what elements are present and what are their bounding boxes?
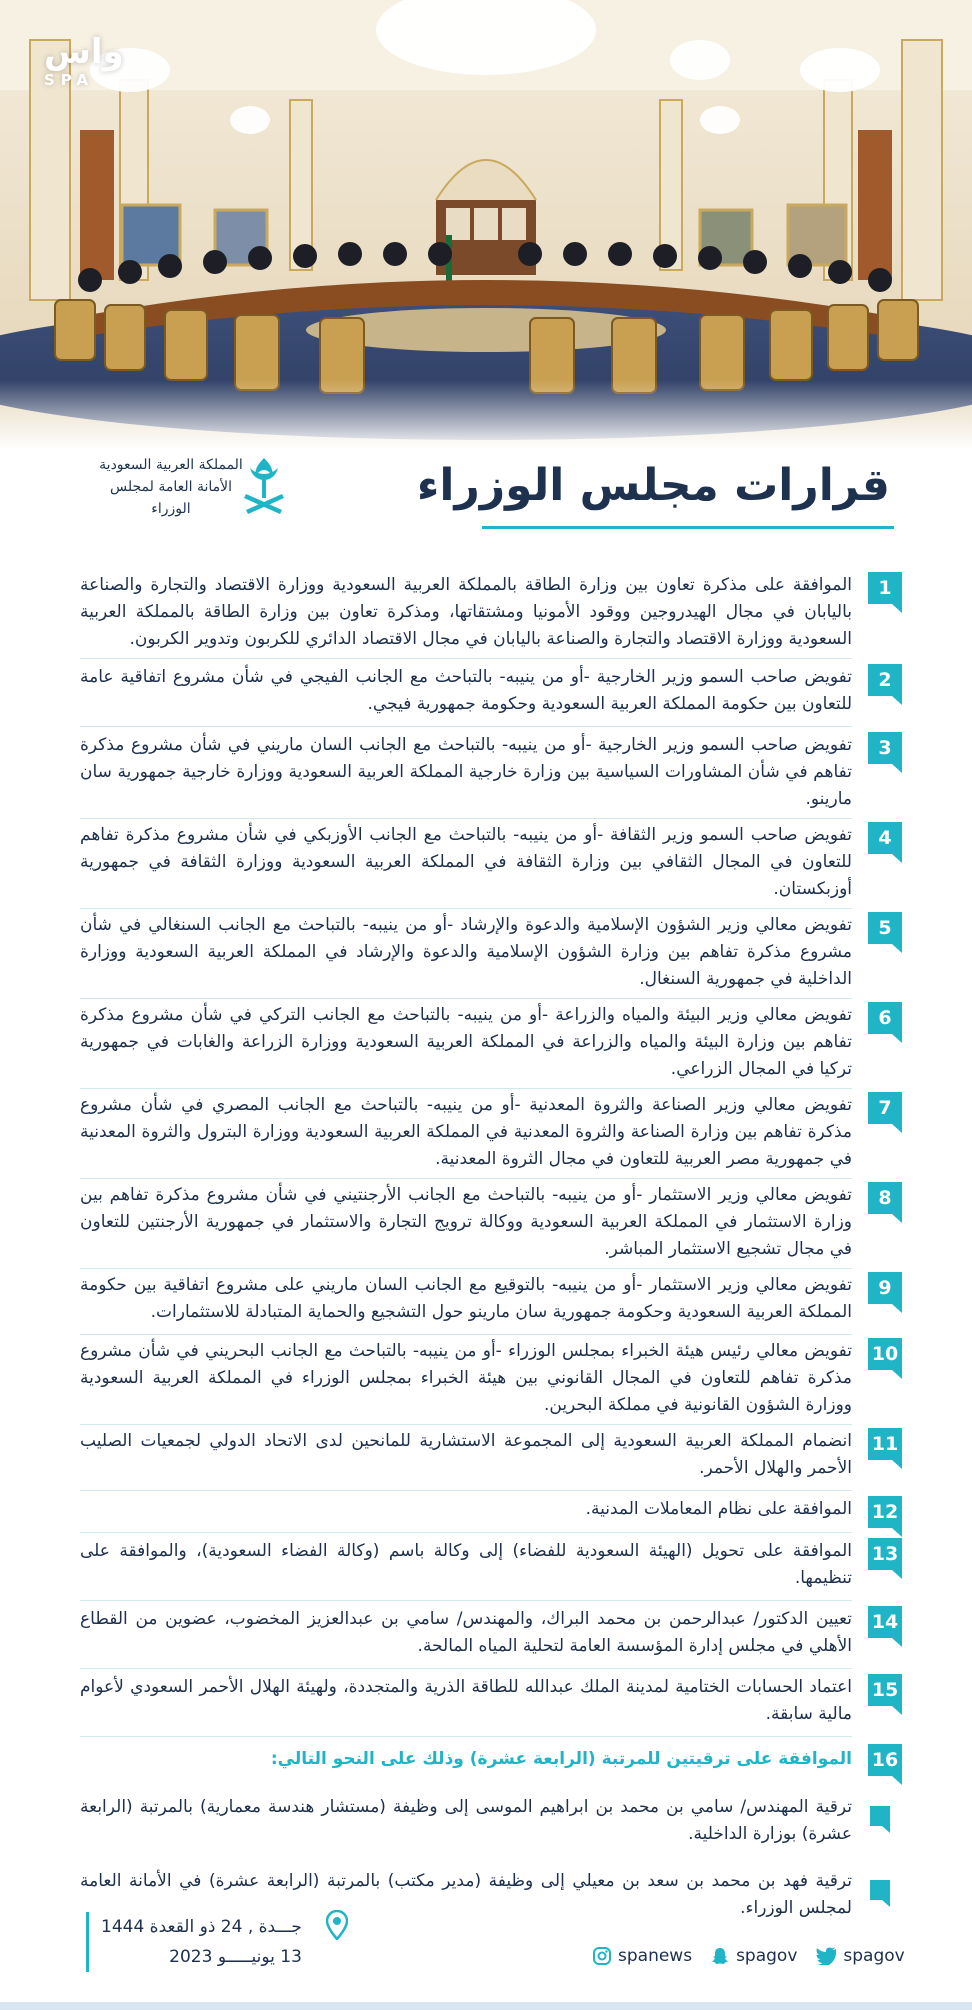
item-text: الموافقة على مذكرة تعاون بين وزارة الطاقة بالمملكة العربية السعودية ووزارة الاقتصاد والتجارة والصناعة باليابان في مجال الهيدروجين ووقود الأمونيا ومشتقاتها، ومذكرة تعاون بين وزارة الطاقة بالمملكة العربية السعودية ووزارة الاقتصاد والتجارة والصناعة باليابان في مجال الاقتصاد الدائري للكربون وتدوير الكربون. bbox=[80, 575, 852, 649]
promotion-subitem bbox=[80, 1794, 902, 1850]
item-separator bbox=[80, 1088, 852, 1089]
decision-item bbox=[80, 1428, 902, 1484]
decision-item bbox=[80, 1674, 902, 1730]
decision-item bbox=[80, 1092, 902, 1172]
item-number: 3 bbox=[868, 732, 902, 764]
item-text: تفويض معالي وزير الاستثمار -أو من ينيبه- بالتوقيع مع الجانب السان ماريني على مشروع اتفاقية بين حكومة المملكة العربية السعودية وحكومة جمهورية سان مارينو حول التشجيع والحماية المتبادلة للاستثمارات. bbox=[80, 1275, 852, 1322]
instagram-icon bbox=[592, 1946, 612, 1966]
item-number: 13 bbox=[868, 1538, 902, 1570]
item-separator bbox=[80, 1736, 852, 1737]
saudi-emblem-icon bbox=[240, 454, 288, 518]
item-separator bbox=[80, 726, 852, 727]
decision-item bbox=[80, 1496, 902, 1526]
item-separator bbox=[80, 1334, 852, 1335]
item-text: تفويض معالي وزير الاستثمار -أو من ينيبه- بالتباحث مع الجانب الأرجنتيني في شأن مشروع مذكرة تفاهم بين وزارة الاستثمار في المملكة العربية السعودية ووكالة ترويج التجارة والاستثمار في جمهورية الأرجنتين للتعاون في مجال تشجيع الاستثمار المباشر. bbox=[80, 1185, 852, 1259]
item-number: 5 bbox=[868, 912, 902, 944]
watermark-top: واس bbox=[44, 32, 124, 72]
item-separator bbox=[80, 1268, 852, 1269]
date-hijri: جـــدة , 24 ذو القعدة 1444 bbox=[101, 1917, 302, 1937]
item-separator bbox=[80, 908, 852, 909]
item-separator bbox=[80, 998, 852, 999]
item-text: انضمام المملكة العربية السعودية إلى المجموعة الاستشارية للمانحين لدى الاتحاد الدولي لجمعيات الصليب الأحمر والهلال الأحمر. bbox=[80, 1431, 852, 1478]
item-separator bbox=[80, 1490, 852, 1491]
emblem-line-1: المملكة العربية السعودية bbox=[99, 457, 243, 473]
decision-item bbox=[80, 1744, 902, 1774]
item-text: الموافقة على تحويل (الهيئة السعودية للفضاء) إلى وكالة باسم (وكالة الفضاء السعودية)، والموافقة على تنظيمها. bbox=[80, 1541, 852, 1588]
decision-item bbox=[80, 822, 902, 902]
watermark-bottom: SPA bbox=[44, 71, 95, 89]
item-number: 6 bbox=[868, 1002, 902, 1034]
item-text: تفويض صاحب السمو وزير الثقافة -أو من ينيبه- بالتباحث مع الجانب الأوزبكي في شأن مشروع مذكرة تفاهم للتعاون في المجال الثقافي بين وزارة الثقافة في المملكة العربية السعودية ووزارة الثقافة في جمهورية أوزبكستان. bbox=[80, 825, 852, 899]
twitter-link[interactable] bbox=[815, 1946, 904, 1966]
instagram-handle: spanews bbox=[618, 1946, 693, 1966]
decision-item bbox=[80, 1538, 902, 1594]
decision-item bbox=[80, 1606, 902, 1662]
decision-item bbox=[80, 1002, 902, 1082]
item-number: 16 bbox=[868, 1744, 902, 1776]
item-separator bbox=[80, 1668, 852, 1669]
title-underline bbox=[482, 526, 894, 529]
emblem-caption bbox=[96, 454, 246, 520]
item-text: تفويض صاحب السمو وزير الخارجية -أو من ينيبه- بالتباحث مع الجانب السان ماريني في شأن مشروع مذكرة تفاهم في شأن المشاورات السياسية بين وزارة خارجية المملكة العربية السعودية ووزارة خارجية جمهورية سان مارينو. bbox=[80, 735, 852, 809]
meeting-hall-illustration bbox=[0, 0, 972, 450]
item-number: 14 bbox=[868, 1606, 902, 1638]
twitter-handle: spagov bbox=[843, 1946, 905, 1966]
decision-item bbox=[80, 664, 902, 720]
item-number: 11 bbox=[868, 1428, 902, 1460]
page-title: قرارات مجلس الوزراء bbox=[416, 460, 890, 511]
decision-item bbox=[80, 572, 902, 652]
item-text: تفويض صاحب السمو وزير الخارجية -أو من ينيبه- بالتباحث مع الجانب الفيجي في شأن مشروع اتفاقية عامة للتعاون بين حكومة المملكة العربية السعودية وحكومة جمهورية فيجي. bbox=[80, 667, 852, 714]
social-links bbox=[592, 1946, 905, 1966]
instagram-link[interactable] bbox=[592, 1946, 692, 1966]
item-text: الموافقة على ترقيتين للمرتبة (الرابعة عشرة) وذلك على النحو التالي: bbox=[270, 1749, 852, 1769]
item-number: 4 bbox=[868, 822, 902, 854]
date-gregorian: 13 يونيـــــو 2023 bbox=[169, 1947, 302, 1967]
item-text: تفويض معالي وزير الصناعة والثروة المعدنية -أو من ينيبه- بالتباحث مع الجانب المصري في شأن مشروع مذكرة تفاهم بين وزارة الصناعة والثروة المعدنية في المملكة العربية السعودية ووزارة البترول والثروة المعدنية في جمهورية مصر العربية للتعاون في مجال الثروة المعدنية. bbox=[80, 1095, 852, 1169]
hero-photo bbox=[0, 0, 972, 450]
item-text: اعتماد الحسابات الختامية لمدينة الملك عبدالله للطاقة الذرية والمتجددة، ولهيئة الهلال الأحمر السعودي لأعوام مالية سابقة. bbox=[80, 1677, 852, 1724]
item-number: 7 bbox=[868, 1092, 902, 1124]
spa-watermark bbox=[44, 32, 124, 94]
date-block bbox=[86, 1912, 302, 1972]
item-separator bbox=[80, 1532, 852, 1533]
item-separator bbox=[80, 1424, 852, 1425]
item-number: 10 bbox=[868, 1338, 902, 1370]
item-separator bbox=[80, 818, 852, 819]
item-text: تفويض معالي وزير البيئة والمياه والزراعة -أو من ينيبه- بالتباحث مع الجانب التركي في شأن مشروع مذكرة تفاهم بين وزارة البيئة والمياه والزراعة في المملكة العربية السعودية ووزارة الزراعة والغابات في جمهورية تركيا في المجال الزراعي. bbox=[80, 1005, 852, 1079]
bullet-marker bbox=[870, 1806, 890, 1826]
item-number: 2 bbox=[868, 664, 902, 696]
item-text: تعيين الدكتور/ عبدالرحمن بن محمد البراك، والمهندس/ سامي بن عبدالعزيز المخضوب، عضوين من القطاع الأهلي في مجلس إدارة المؤسسة العامة لتحلية المياه المالحة. bbox=[80, 1609, 852, 1656]
item-number: 9 bbox=[868, 1272, 902, 1304]
item-text: الموافقة على نظام المعاملات المدنية. bbox=[585, 1499, 852, 1519]
decision-item bbox=[80, 912, 902, 992]
item-text: تفويض معالي وزير الشؤون الإسلامية والدعوة والإرشاد -أو من ينيبه- بالتباحث مع الجانب السنغالي في شأن مشروع مذكرة تفاهم بين وزارة الشؤون الإسلامية والدعوة والإرشاد في المملكة العربية السعودية ووزارة الداخلية في جمهورية السنغال. bbox=[80, 915, 852, 989]
subitem-text: ترقية المهندس/ سامي بن محمد بن ابراهيم الموسى إلى وظيفة (مستشار هندسة معمارية) بالمرتبة (الرابعة عشرة) بوزارة الداخلية. bbox=[80, 1797, 852, 1844]
snapchat-handle: spagov bbox=[736, 1946, 798, 1966]
item-number: 12 bbox=[868, 1496, 902, 1528]
item-separator bbox=[80, 1600, 852, 1601]
decision-item bbox=[80, 732, 902, 812]
emblem-line-2: الأمانة العامة لمجلس الوزراء bbox=[109, 479, 232, 517]
snapchat-icon bbox=[710, 1946, 730, 1966]
item-separator bbox=[80, 1178, 852, 1179]
snapchat-link[interactable] bbox=[710, 1946, 797, 1966]
location-pin-icon bbox=[326, 1910, 348, 1940]
item-separator bbox=[80, 658, 852, 659]
item-number: 8 bbox=[868, 1182, 902, 1214]
decision-item bbox=[80, 1182, 902, 1262]
decision-item bbox=[80, 1338, 902, 1418]
item-number: 15 bbox=[868, 1674, 902, 1706]
bottom-strip bbox=[0, 2002, 972, 2010]
bullet-marker bbox=[870, 1880, 890, 1900]
twitter-icon bbox=[815, 1947, 837, 1965]
decision-item bbox=[80, 1272, 902, 1328]
item-text: تفويض معالي رئيس هيئة الخبراء بمجلس الوزراء -أو من ينيبه- بالتباحث مع الجانب البحريني في شأن مشروع مذكرة تفاهم للتعاون في المجال القانوني بين هيئة الخبراء بمجلس الوزراء في المملكة العربية السعودية ووزارة الشؤون القانونية في مملكة البحرين. bbox=[80, 1341, 852, 1415]
subitem-text: ترقية فهد بن محمد بن سعد بن معيلي إلى وظيفة (مدير مكتب) بالمرتبة (الرابعة عشرة) في الأمانة العامة لمجلس الوزراء. bbox=[80, 1871, 852, 1918]
item-number: 1 bbox=[868, 572, 902, 604]
